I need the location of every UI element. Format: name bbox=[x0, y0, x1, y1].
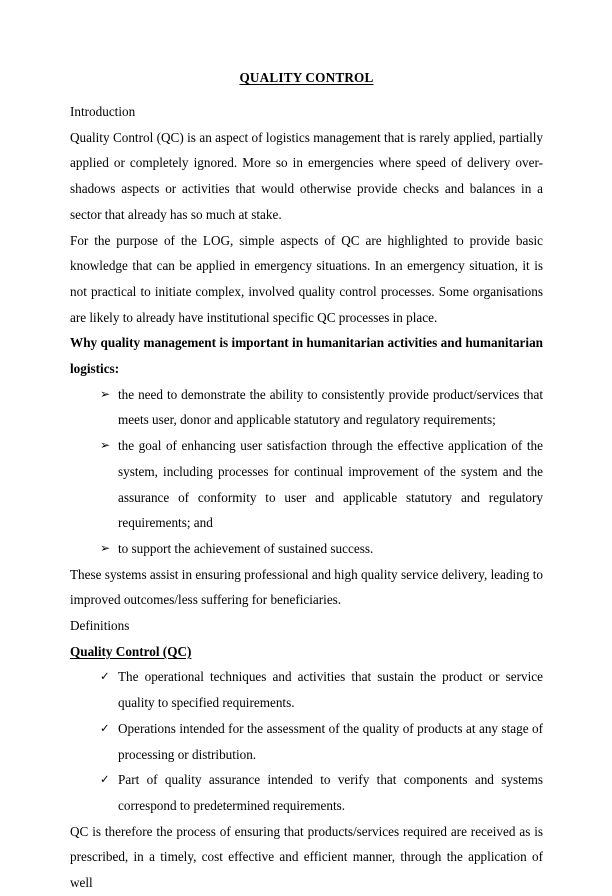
introduction-paragraph-1: Quality Control (QC) is an aspect of logistics management that is rarely applied, partially applied or completely ignored. More so in emergencies where speed of delivery over-shadows aspects or activities that would otherwise provide checks and balances in a sector that already has so much at stake. bbox=[70, 129, 543, 222]
check-bullet-icon: ✓ bbox=[100, 720, 110, 735]
list-item bbox=[70, 433, 543, 536]
arrow-bullet-icon: ➢ bbox=[100, 540, 111, 555]
quality-control-subheading bbox=[70, 639, 543, 665]
list-item-text: Operations intended for the assessment of the quality of products at any stage of processing or distribution. bbox=[118, 720, 543, 762]
page-title bbox=[70, 68, 543, 88]
definitions-heading: Definitions bbox=[70, 618, 130, 634]
page-title-text: QUALITY CONTROL bbox=[239, 70, 374, 85]
why-quality-management-heading: Why quality management is important in humanitarian activities and humanitarian logistics: bbox=[70, 335, 543, 377]
check-bullet-icon: ✓ bbox=[100, 772, 110, 787]
introduction-heading: Introduction bbox=[70, 104, 136, 119]
closing-paragraph: QC is therefore the process of ensuring that products/services required are received as is prescribed, in a timely, cost effective and efficient manner, through the application of well bbox=[70, 823, 543, 891]
list-item-text: The operational techniques and activities that sustain the product or service quality to specified requirements. bbox=[118, 669, 543, 711]
systems-paragraph: These systems assist in ensuring professional and high quality service delivery, leading to improved outcomes/less suffering for beneficiaries. bbox=[70, 566, 543, 608]
list-item bbox=[70, 536, 543, 562]
quality-control-subheading-text: Quality Control (QC) bbox=[70, 643, 192, 659]
quality-control-definitions-list bbox=[70, 664, 543, 818]
list-item-text: to support the achievement of sustained success. bbox=[118, 540, 374, 556]
introduction-paragraph-2: For the purpose of the LOG, simple aspects of QC are highlighted to provide basic knowledge that can be applied in emergency situations. In an emergency situation, it is not practical to initiate complex, involved quality control processes. Some organisations are likely to already have institutional specific QC processes in place. bbox=[70, 232, 543, 325]
list-item-text: the need to demonstrate the ability to consistently provide product/services that meets user, donor and applicable statutory and regulatory requirements; bbox=[118, 386, 543, 428]
list-item-text: Part of quality assurance intended to verify that components and systems correspond to predetermined requirements. bbox=[118, 772, 543, 813]
list-item-text: the goal of enhancing user satisfaction through the effective application of the system, including processes for continual improvement of the system and the assurance of conformity to user and applicable statutory and regulatory requirements; and bbox=[118, 438, 543, 531]
list-item bbox=[70, 382, 543, 433]
arrow-bullet-icon: ➢ bbox=[100, 438, 111, 453]
check-bullet-icon: ✓ bbox=[100, 669, 110, 684]
list-item bbox=[70, 664, 543, 715]
arrow-bullet-icon: ➢ bbox=[100, 386, 111, 401]
list-item bbox=[70, 716, 543, 767]
list-item bbox=[70, 767, 543, 818]
why-quality-management-list bbox=[70, 382, 543, 562]
